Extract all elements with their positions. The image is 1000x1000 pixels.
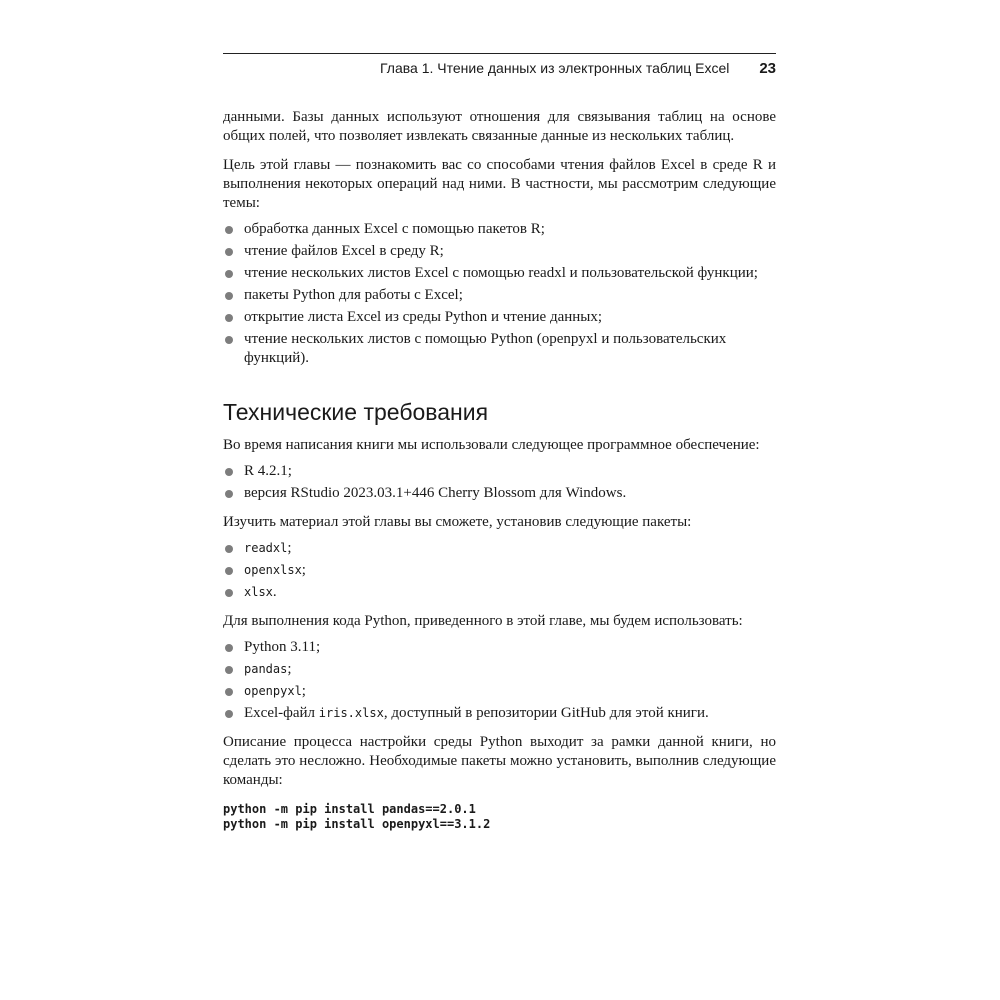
topics-list bbox=[223, 220, 776, 368]
list-item: чтение нескольких листов Excel с помощью readxl и пользовательской функции; bbox=[223, 264, 776, 283]
list-item: openpyxl; bbox=[223, 682, 776, 701]
chapter-title: Глава 1. Чтение данных из электронных таблиц Excel bbox=[380, 60, 730, 76]
list-item: openxlsx; bbox=[223, 561, 776, 580]
setup-paragraph: Описание процесса настройки среды Python выходит за рамки данной книги, но сделать это несложно. Необходимые пакеты можно установить, выполнив следующие команды: bbox=[223, 734, 776, 788]
r-packages-list bbox=[223, 539, 776, 602]
packages-intro: Изучить материал этой главы вы сможете, установив следующие пакеты: bbox=[223, 514, 692, 530]
list-item: чтение файлов Excel в среду R; bbox=[223, 242, 776, 261]
package-name: openxlsx bbox=[244, 563, 302, 577]
list-item: R 4.2.1; bbox=[223, 462, 776, 481]
list-item: Excel-файл iris.xlsx, доступный в репозитории GitHub для этой книги. bbox=[223, 704, 776, 723]
list-item: readxl; bbox=[223, 539, 776, 558]
list-item: пакеты Python для работы с Excel; bbox=[223, 286, 776, 305]
code-line: python -m pip install pandas==2.0.1 bbox=[223, 802, 476, 816]
intro-paragraph-2: Цель этой главы — познакомить вас со способами чтения файлов Excel в среде R и выполнения некоторых операций над ними. В частности, мы рассмотрим следующие темы: bbox=[223, 157, 776, 211]
list-item: обработка данных Excel с помощью пакетов R; bbox=[223, 220, 776, 239]
list-item: xlsx. bbox=[223, 583, 776, 602]
header-rule bbox=[223, 53, 776, 54]
intro-paragraph-1: данными. Базы данных используют отношения для связывания таблиц на основе общих полей, что позволяет извлекать связанные данные из нескольких таблиц. bbox=[223, 109, 776, 144]
package-name: readxl bbox=[244, 541, 288, 555]
list-item: pandas; bbox=[223, 660, 776, 679]
package-name: pandas bbox=[244, 662, 288, 676]
code-block bbox=[223, 802, 776, 832]
section-heading: Технические требования bbox=[223, 399, 489, 425]
list-item: чтение нескольких листов с помощью Python (openpyxl и пользовательских функций). bbox=[223, 330, 776, 368]
python-intro: Для выполнения кода Python, приведенного в этой главе, мы будем использовать: bbox=[223, 613, 743, 629]
list-item: открытие листа Excel из среды Python и чтение данных; bbox=[223, 308, 776, 327]
package-name: xlsx bbox=[244, 585, 273, 599]
page-number: 23 bbox=[759, 60, 776, 77]
body-text bbox=[223, 108, 776, 832]
running-head bbox=[380, 60, 776, 77]
file-name: iris.xlsx bbox=[318, 706, 384, 720]
software-list bbox=[223, 462, 776, 503]
code-line: python -m pip install openpyxl==3.1.2 bbox=[223, 817, 491, 831]
list-item: версия RStudio 2023.03.1+446 Cherry Blossom для Windows. bbox=[223, 484, 776, 503]
software-intro: Во время написания книги мы использовали следующее программное обеспечение: bbox=[223, 437, 760, 453]
package-name: openpyxl bbox=[244, 684, 302, 698]
python-list bbox=[223, 638, 776, 723]
list-item: Python 3.11; bbox=[223, 638, 776, 657]
